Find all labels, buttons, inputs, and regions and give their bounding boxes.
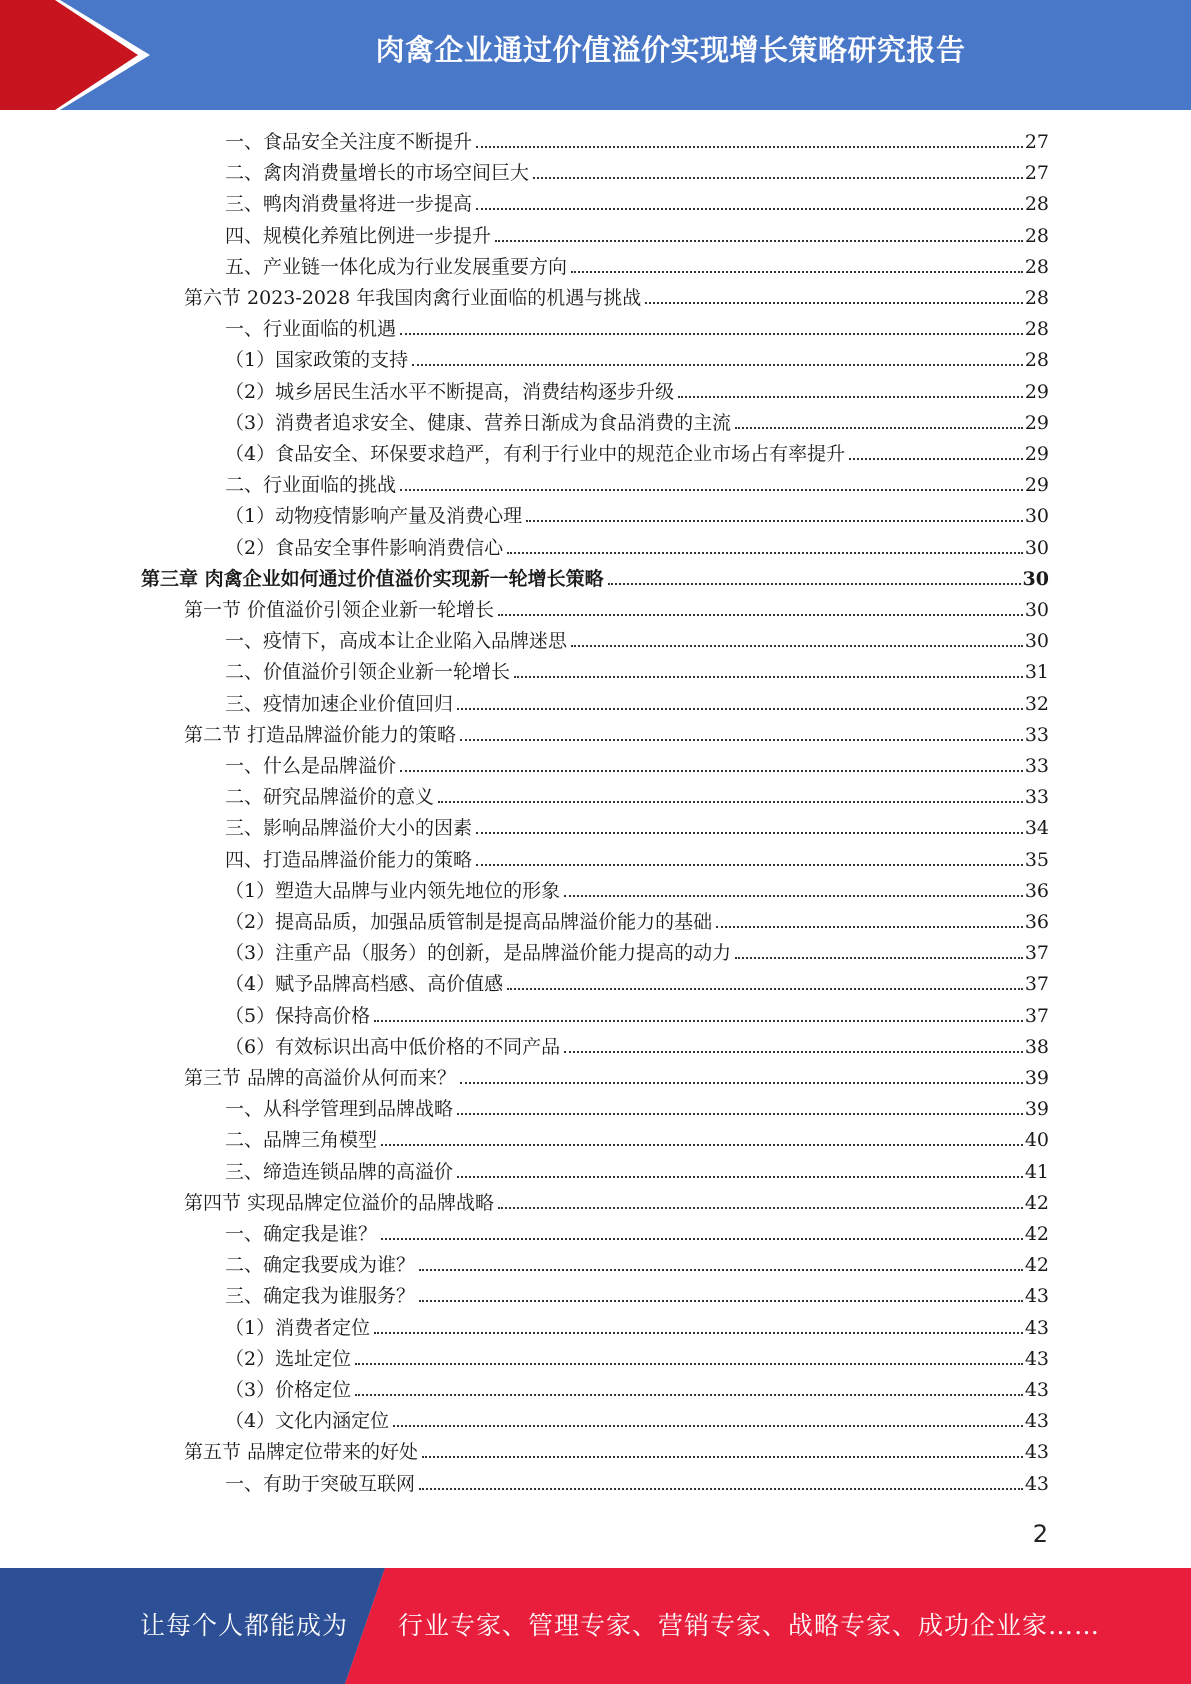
toc-entry-title: 三、鸭肉消费量将进一步提高	[225, 193, 473, 216]
toc-entry[interactable]	[225, 969, 1049, 1000]
toc-entry-title: 三、确定我为谁服务？	[225, 1285, 416, 1308]
toc-entry-page: 30	[1024, 630, 1049, 653]
toc-entry-title: （5）保持高价格	[225, 1004, 371, 1027]
toc-entry[interactable]	[225, 1250, 1049, 1281]
toc-entry[interactable]	[225, 1032, 1049, 1063]
toc-entry-page: 32	[1024, 692, 1049, 715]
toc-entry-title: 五、产业链一体化成为行业发展重要方向	[225, 255, 568, 278]
toc-entry-title: 一、行业面临的机遇	[225, 318, 397, 341]
toc-entry-page: 31	[1024, 661, 1049, 684]
toc-entry-page: 27	[1024, 131, 1049, 153]
toc-entry-title: 二、确定我要成为谁？	[225, 1254, 416, 1277]
toc-entry-page: 30	[1024, 536, 1049, 559]
toc-entry-page: 29	[1024, 380, 1049, 403]
toc-entry-page: 28	[1024, 349, 1049, 372]
toc-entry-page: 28	[1024, 318, 1049, 341]
toc-dot-leader	[355, 1394, 1023, 1396]
toc-entry-title: 二、价值溢价引领企业新一轮增长	[225, 661, 511, 684]
toc-entry[interactable]	[225, 408, 1049, 439]
toc-entry[interactable]	[184, 1188, 1049, 1219]
toc-entry[interactable]	[184, 720, 1049, 751]
toc-dot-leader	[460, 1082, 1023, 1084]
toc-entry-page: 28	[1024, 193, 1049, 216]
toc-dot-leader	[507, 988, 1023, 990]
toc-entry-page: 36	[1024, 879, 1049, 902]
toc-entry-title: 第三章 肉禽企业如何通过价值溢价实现新一轮增长策略	[141, 567, 604, 590]
toc-dot-leader	[400, 333, 1023, 335]
toc-entry-title: （1）塑造大品牌与业内领先地位的形象	[225, 879, 561, 902]
toc-dot-leader	[571, 645, 1023, 647]
toc-entry-title: 四、规模化养殖比例进一步提升	[225, 224, 492, 247]
toc-dot-leader	[457, 708, 1023, 710]
toc-entry-page: 39	[1024, 1098, 1049, 1121]
toc-entry-title: （4）食品安全、环保要求趋严，有利于行业中的规范企业市场占有率提升	[225, 443, 846, 465]
toc-entry[interactable]	[225, 907, 1049, 938]
toc-entry-title: 三、疫情加速企业价值回归	[225, 692, 454, 715]
page-footer	[0, 1568, 1191, 1684]
toc-entry-page: 43	[1024, 1316, 1049, 1339]
toc-entry-title: （4）赋予品牌高档感、高价值感	[225, 973, 504, 996]
toc-entry-title: （3）价格定位	[225, 1379, 352, 1401]
toc-dot-leader	[514, 676, 1023, 678]
toc-entry-page: 33	[1024, 723, 1049, 746]
toc-entry[interactable]	[225, 377, 1049, 408]
toc-entry[interactable]	[225, 845, 1049, 876]
toc-entry-title: 一、从科学管理到品牌战略	[225, 1098, 454, 1121]
toc-entry-page: 43	[1024, 1379, 1049, 1401]
toc-entry-page: 43	[1024, 1410, 1049, 1433]
toc-entry-title: 二、禽肉消费量增长的市场空间巨大	[225, 162, 530, 185]
toc-dot-leader	[438, 801, 1023, 803]
toc-dot-leader	[498, 614, 1023, 616]
toc-entry[interactable]	[225, 782, 1049, 813]
toc-dot-leader	[393, 1425, 1023, 1427]
toc-dot-leader	[412, 364, 1023, 366]
header-arrow-decoration	[0, 0, 150, 110]
toc-entry-page: 35	[1024, 848, 1049, 871]
toc-entry-page: 43	[1024, 1285, 1049, 1308]
toc-dot-leader	[419, 1269, 1023, 1271]
toc-dot-leader	[476, 208, 1023, 210]
footer-slogan-right: 行业专家、管理专家、营销专家、战略专家、成功企业家……	[398, 1611, 1101, 1640]
toc-dot-leader	[564, 1051, 1023, 1053]
toc-entry-page: 43	[1024, 1441, 1049, 1464]
toc-entry-page: 42	[1024, 1254, 1049, 1277]
toc-entry-title: （1）动物疫情影响产量及消费心理	[225, 505, 523, 528]
toc-entry-page: 39	[1024, 1067, 1049, 1089]
toc-entry-page: 27	[1024, 162, 1049, 185]
toc-dot-leader	[564, 895, 1023, 897]
toc-entry[interactable]	[225, 1001, 1049, 1032]
toc-entry[interactable]	[225, 813, 1049, 844]
toc-entry[interactable]	[225, 751, 1049, 782]
footer-slogan-left: 让每个人都能成为	[140, 1611, 349, 1640]
toc-entry-page: 37	[1024, 942, 1049, 965]
toc-entry[interactable]	[225, 1344, 1049, 1375]
page-header	[0, 0, 1191, 110]
toc-dot-leader	[495, 240, 1023, 242]
toc-dot-leader	[476, 146, 1023, 148]
toc-entry[interactable]	[225, 189, 1049, 220]
toc-entry[interactable]	[225, 1281, 1049, 1312]
page-number: 2	[1032, 1520, 1048, 1548]
toc-entry-page: 29	[1024, 411, 1049, 434]
toc-entry-title: （2）食品安全事件影响消费信心	[225, 536, 504, 559]
toc-entry-page: 42	[1024, 1191, 1049, 1214]
toc-entry-page: 30	[1022, 567, 1049, 590]
toc-dot-leader	[374, 1332, 1023, 1334]
toc-entry[interactable]	[225, 689, 1049, 720]
toc-dot-leader	[355, 1363, 1023, 1365]
toc-dot-leader	[645, 302, 1023, 304]
toc-entry[interactable]	[184, 1437, 1049, 1468]
toc-entry-page: 42	[1024, 1223, 1049, 1245]
toc-dot-leader	[374, 1020, 1023, 1022]
toc-entry-page: 36	[1024, 911, 1049, 933]
toc-dot-leader	[533, 177, 1023, 179]
toc-entry[interactable]	[225, 314, 1049, 345]
report-title: 肉禽企业通过价值溢价实现增长策略研究报告	[375, 33, 966, 67]
toc-entry-page: 28	[1024, 255, 1049, 278]
toc-entry-title: 一、有助于突破互联网	[225, 1472, 416, 1495]
toc-entry-title: （3）注重产品（服务）的创新，是品牌溢价能力提高的动力	[225, 942, 732, 965]
toc-dot-leader	[400, 770, 1023, 772]
toc-entry-title: 二、研究品牌溢价的意义	[225, 786, 435, 809]
toc-entry-page: 30	[1024, 505, 1049, 528]
toc-entry[interactable]	[225, 938, 1049, 969]
toc-entry[interactable]	[225, 626, 1049, 657]
toc-entry-title: （3）消费者追求安全、健康、营养日渐成为食品消费的主流	[225, 411, 732, 434]
toc-entry[interactable]	[225, 252, 1049, 283]
toc-entry[interactable]	[225, 1469, 1049, 1500]
toc-entry-title: （2）城乡居民生活水平不断提高，消费结构逐步升级	[225, 380, 675, 403]
toc-dot-leader	[419, 1300, 1023, 1302]
toc-entry[interactable]	[225, 221, 1049, 252]
toc-dot-leader	[498, 1207, 1023, 1209]
toc-entry-page: 43	[1024, 1472, 1049, 1495]
toc-entry-title: 一、食品安全关注度不断提升	[225, 131, 473, 153]
toc-entry-page: 41	[1024, 1160, 1049, 1183]
toc-entry-page: 29	[1024, 474, 1049, 497]
toc-dot-leader	[571, 271, 1023, 273]
toc-entry-page: 38	[1024, 1035, 1049, 1058]
toc-entry-title: 四、打造品牌溢价能力的策略	[225, 848, 473, 871]
toc-dot-leader	[381, 1144, 1023, 1146]
toc-entry[interactable]	[184, 595, 1049, 626]
toc-entry[interactable]	[225, 470, 1049, 501]
toc-entry-title: 第六节 2023-2028 年我国肉禽行业面临的机遇与挑战	[184, 287, 642, 309]
toc-dot-leader	[507, 552, 1023, 554]
toc-dot-leader	[678, 396, 1023, 398]
toc-entry-title: 一、确定我是谁？	[225, 1223, 378, 1245]
toc-entry[interactable]	[141, 564, 1049, 595]
toc-dot-leader	[735, 427, 1023, 429]
toc-entry-title: （1）国家政策的支持	[225, 349, 409, 372]
toc-entry[interactable]	[225, 1157, 1049, 1188]
toc-entry[interactable]	[225, 1094, 1049, 1125]
toc-dot-leader	[460, 739, 1023, 741]
toc-entry-title: 第二节 打造品牌溢价能力的策略	[184, 723, 457, 746]
toc-entry-page: 33	[1024, 755, 1049, 777]
toc-entry-title: （2）选址定位	[225, 1347, 352, 1370]
toc-entry-page: 28	[1024, 287, 1049, 309]
toc-entry-title: 三、缔造连锁品牌的高溢价	[225, 1160, 454, 1183]
toc-dot-leader	[735, 957, 1023, 959]
toc-entry-page: 34	[1024, 817, 1049, 840]
toc-entry[interactable]	[225, 439, 1049, 470]
toc-entry-title: 二、行业面临的挑战	[225, 474, 397, 497]
toc-entry-page: 29	[1024, 443, 1049, 465]
toc-entry-page: 28	[1024, 224, 1049, 247]
toc-entry[interactable]	[184, 283, 1049, 314]
toc-entry[interactable]	[225, 501, 1049, 532]
toc-dot-leader	[400, 489, 1023, 491]
toc-entry[interactable]	[184, 1063, 1049, 1094]
toc-dot-leader	[422, 1456, 1023, 1458]
toc-entry[interactable]	[225, 876, 1049, 907]
toc-entry[interactable]	[225, 345, 1049, 376]
toc-entry[interactable]	[225, 1219, 1049, 1250]
toc-entry-title: 第四节 实现品牌定位溢价的品牌战略	[184, 1191, 495, 1214]
toc-entry-title: 第五节 品牌定位带来的好处	[184, 1441, 419, 1464]
toc-entry[interactable]	[225, 1375, 1049, 1406]
toc-entry[interactable]	[225, 158, 1049, 189]
toc-entry-title: 三、影响品牌溢价大小的因素	[225, 817, 473, 840]
toc-entry-page: 40	[1024, 1129, 1049, 1152]
toc-entry-title: （6）有效标识出高中低价格的不同产品	[225, 1035, 561, 1058]
toc-entry-page: 37	[1024, 973, 1049, 996]
toc-entry-title: （2）提高品质，加强品质管制是提高品牌溢价能力的基础	[225, 911, 713, 933]
toc-dot-leader	[419, 1488, 1023, 1490]
toc-dot-leader	[381, 1238, 1023, 1240]
toc-entry-page: 43	[1024, 1347, 1049, 1370]
toc-entry-title: 第三节 品牌的高溢价从何而来？	[184, 1067, 457, 1089]
toc-entry-title: （4）文化内涵定位	[225, 1410, 390, 1433]
toc-entry-page: 30	[1024, 599, 1049, 621]
toc-entry-title: 一、什么是品牌溢价	[225, 755, 397, 777]
toc-entry[interactable]	[225, 127, 1049, 158]
toc-dot-leader	[608, 583, 1021, 585]
toc-dot-leader	[457, 1176, 1023, 1178]
toc-dot-leader	[716, 926, 1023, 928]
toc-dot-leader	[526, 520, 1023, 522]
toc-entry-page: 37	[1024, 1004, 1049, 1027]
toc-entry[interactable]	[225, 1313, 1049, 1344]
toc-entry[interactable]	[225, 657, 1049, 688]
toc-dot-leader	[476, 864, 1023, 866]
toc-entry-page: 33	[1024, 786, 1049, 809]
toc-entry-title: 二、品牌三角模型	[225, 1129, 378, 1152]
toc-entry[interactable]	[225, 1125, 1049, 1156]
toc-dot-leader	[476, 832, 1023, 834]
toc-dot-leader	[849, 458, 1023, 460]
toc-entry-title: 第一节 价值溢价引领企业新一轮增长	[184, 599, 495, 621]
toc-entry[interactable]	[225, 1406, 1049, 1437]
toc-entry-title: （1）消费者定位	[225, 1316, 371, 1339]
toc-entry-title: 一、疫情下，高成本让企业陷入品牌迷思	[225, 630, 568, 653]
toc-dot-leader	[457, 1113, 1023, 1115]
toc-entry[interactable]	[225, 533, 1049, 564]
